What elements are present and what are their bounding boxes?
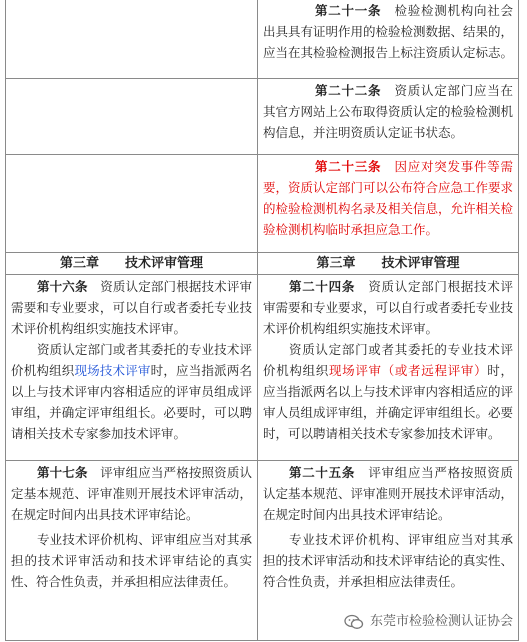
highlight-text: 现场技术评审 bbox=[74, 363, 151, 378]
article-text: 资质认定部门根据技术评审需要和专业要求，可以自行或者委托专业技术评价机构组织实施技术评审。 bbox=[11, 279, 252, 336]
table-row bbox=[6, 275, 519, 461]
article-number: 第二十一条 bbox=[315, 3, 382, 18]
article-number: 第二十三条 bbox=[315, 159, 382, 174]
highlight-text: 现场评审（或者远程评审） bbox=[328, 363, 488, 378]
article-text: 时，应当指派两名以上与技术评审内容相适应的评审员组成评审组，并确定评审组组长。必要时，可以聘请相关技术专家参加技术评审。 bbox=[11, 363, 252, 441]
chapter-heading-new: 第三章 技术评审管理 bbox=[258, 253, 519, 275]
new-cell-art21 bbox=[258, 0, 519, 79]
article-text: 资质认定部门根据技术评审需要和专业要求，可以自行或者委托专业技术评价机构组织实施技术评审。 bbox=[263, 279, 514, 336]
watermark-text: 东莞市检验检测认证协会 bbox=[369, 614, 513, 629]
wechat-icon bbox=[344, 614, 364, 630]
article-text: 检验检测机构向社会出具具有证明作用的检验检测数据、结果的，应当在其检验检测报告上标注资质认定标志。 bbox=[263, 3, 514, 60]
new-cell-art23 bbox=[258, 155, 519, 253]
article-text: 专业技术评价机构、评审组应当对其承担的技术评审活动和技术评审结论的真实性、符合性负责，并承担相应法律责任。 bbox=[263, 532, 514, 589]
article-text: 资质认定部门或者其委托的专业技术评价机构组织 bbox=[11, 342, 252, 378]
article-number: 第十七条 bbox=[37, 465, 88, 480]
old-cell-empty bbox=[6, 155, 258, 253]
article-text: 评审组应当严格按照资质认定基本规范、评审准则开展技术评审活动，在规定时间内出具技术评审结论。 bbox=[263, 465, 514, 522]
old-cell-empty bbox=[6, 79, 258, 155]
chapter-heading-old: 第三章 技术评审管理 bbox=[6, 253, 258, 275]
article-text: 因应对突发事件等需要，资质认定部门可以公布符合应急工作要求的检验检测机构名录及相关信息，允许相关检验检测机构临时承担应急工作。 bbox=[263, 159, 514, 237]
article-text: 资质认定部门或者其委托的专业技术评价机构组织 bbox=[263, 342, 513, 378]
old-cell-art17 bbox=[6, 461, 258, 641]
table-row bbox=[6, 253, 519, 275]
table-row bbox=[6, 155, 519, 253]
article-number: 第二十四条 bbox=[289, 279, 356, 294]
article-number: 第二十二条 bbox=[315, 83, 382, 98]
old-cell-empty bbox=[6, 0, 258, 79]
article-number: 第十六条 bbox=[37, 279, 88, 294]
table-row bbox=[6, 79, 519, 155]
article-text: 资质认定部门应当在其官方网站上公布取得资质认定的检验检测机构信息，并注明资质认定证书状态。 bbox=[263, 83, 514, 140]
article-text: 专业技术评价机构、评审组应当对其承担的技术评审活动和技术评审结论的真实性、符合性负责，并承担相应法律责任。 bbox=[11, 532, 252, 589]
comparison-table bbox=[5, 0, 519, 641]
article-number: 第二十五条 bbox=[289, 465, 356, 480]
table-row bbox=[6, 0, 519, 79]
old-cell-art16 bbox=[6, 275, 258, 461]
article-text: 时，应当指派两名以上与技术评审内容相适应的评审人员组成评审组，并确定评审组组长。必要时，可以聘请相关技术专家参加技术评审。 bbox=[263, 363, 514, 441]
new-cell-art22 bbox=[258, 79, 519, 155]
article-text: 评审组应当严格按照资质认定基本规范、评审准则开展技术评审活动，在规定时间内出具技术评审结论。 bbox=[11, 465, 252, 522]
watermark bbox=[340, 612, 517, 632]
new-cell-art24 bbox=[258, 275, 519, 461]
